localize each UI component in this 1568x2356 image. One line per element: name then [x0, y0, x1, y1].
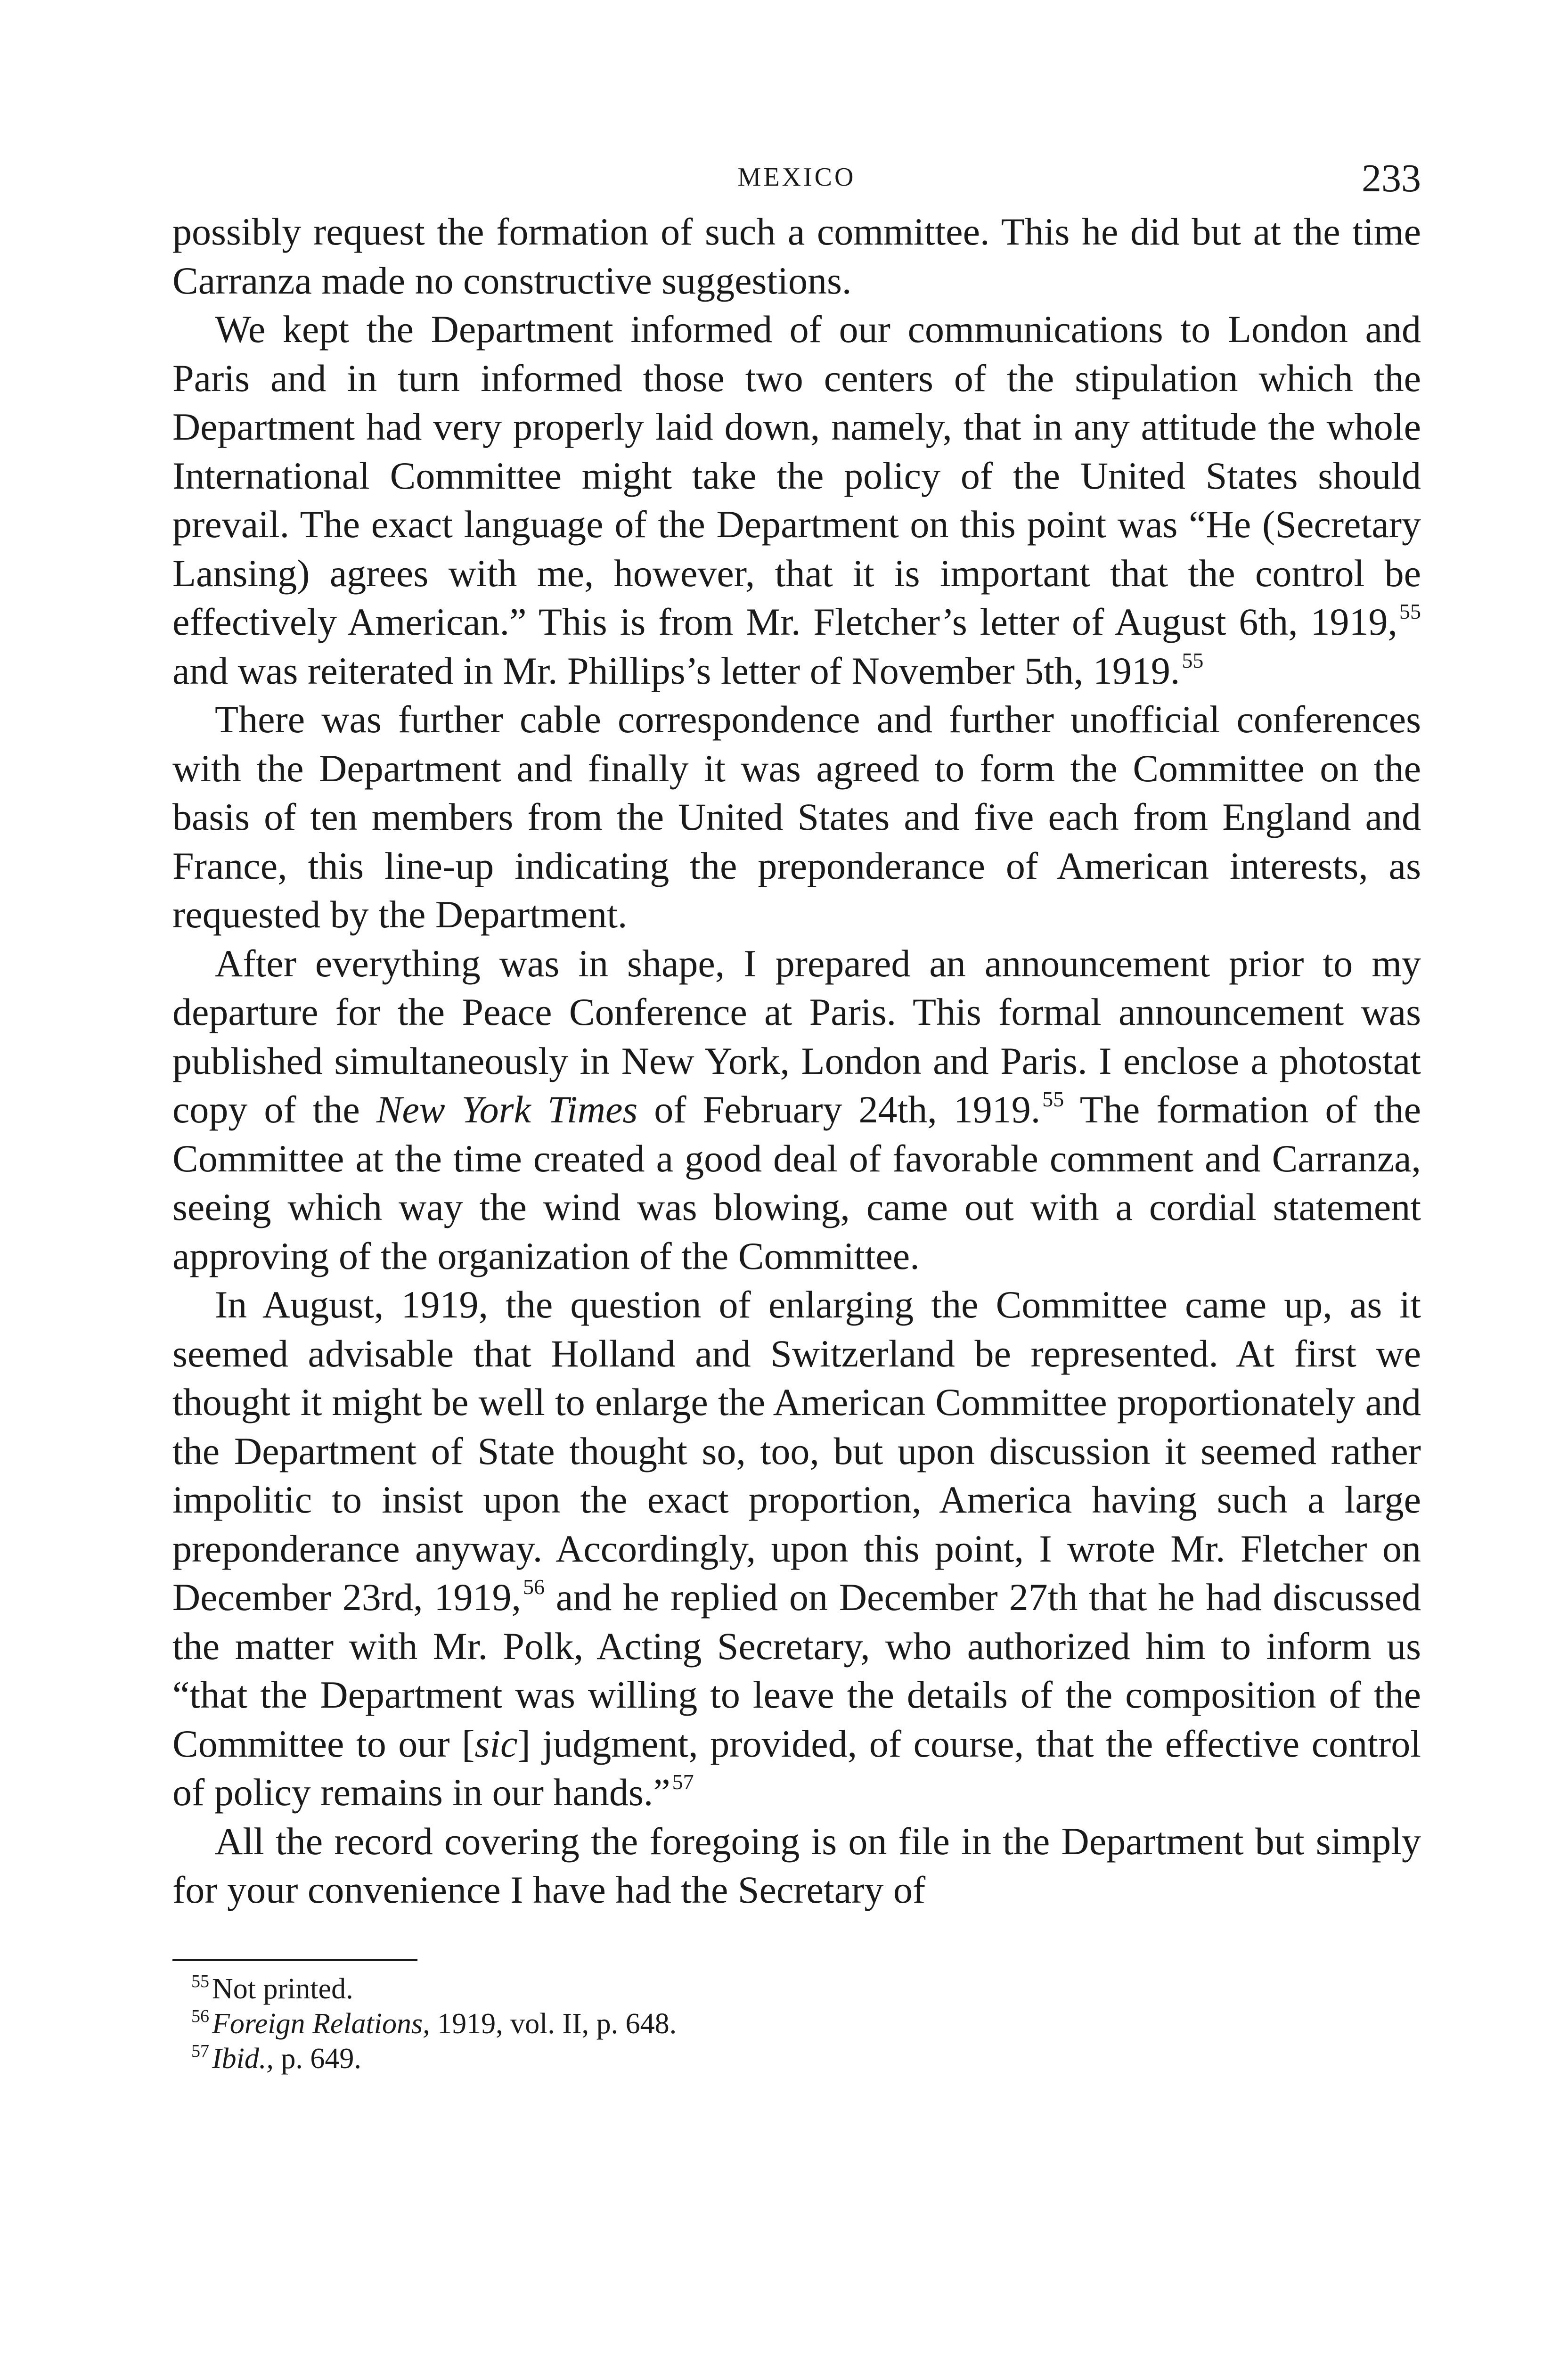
running-title: MEXICO	[737, 163, 856, 192]
text-run: and he replied on December 27th that he had discussed the matter with Mr. Polk, Acting Secretary, who authorized him to inform us “that the Department was willing to leave the details of the composition of the Committee to our [	[172, 1576, 1421, 1765]
page-number: 233	[1362, 156, 1421, 200]
book-page	[172, 155, 1421, 2076]
text-run: p. 649.	[273, 2042, 361, 2075]
footnote-number: 55	[191, 1971, 209, 1991]
body-paragraph	[172, 695, 1421, 939]
text-run: The formation of the Committee at the time created a good deal of favorable comment and Carranza, seeing which way the wind was blowing, came out with a cordial statement approving of the organization of the Committee.	[172, 1088, 1421, 1277]
text-run: After everything was in shape, I prepared an announcement prior to my departure for the Peace Conference at Paris. This formal announcement was published simultaneously in New York, London and Paris. I enclose a photostat copy of the	[172, 941, 1421, 1131]
text-run: possibly request the formation of such a committee. This he did but at the time Carranza made no constructive suggestions.	[172, 210, 1421, 302]
body-text	[172, 207, 1421, 1914]
footnote	[191, 2041, 1421, 2076]
italic-text: sic	[474, 1722, 518, 1765]
text-run: In August, 1919, the question of enlarging the Committee came up, as it seemed advisable that Holland and Switzerland be represented. At first we thought it might be well to enlarge the American Committee proportionately and the Department of State thought so, too, but upon discussion it seemed rather impolitic to insist upon the exact proportion, America having such a large preponderance anyway. Accordingly, upon this point, I wrote Mr. Fletcher on December 23rd, 1919,	[172, 1283, 1421, 1619]
text-run: We kept the Department informed of our communications to London and Paris and in turn informed those two centers of the stipulation which the Department had very properly laid down, namely, that in any attitude the whole International Committee might take the policy of the United States should prevail. The exact language of the Department on this point was “He (Secretary Lansing) agrees with me, however, that it is important that the control be effectively American.” This is from Mr. Fletcher’s letter of August 6th, 1919,	[172, 308, 1421, 643]
text-run: Not printed.	[212, 1972, 353, 2005]
italic-text: Ibid.,	[212, 2042, 274, 2075]
text-run: of February 24th, 1919.	[637, 1088, 1041, 1131]
text-run: All the record covering the foregoing is on file in the Department but simply for your convenience I have had the Secretary of	[172, 1819, 1421, 1911]
italic-text: Foreign Relations,	[212, 2007, 430, 2040]
footnote-number: 56	[191, 2006, 209, 2026]
body-paragraph	[172, 305, 1421, 695]
italic-text: New York Times	[376, 1088, 638, 1131]
text-run: and was reiterated in Mr. Phillips’s letter of November 5th, 1919.	[172, 649, 1180, 692]
footnote	[191, 1972, 1421, 2006]
footnote-number: 57	[191, 2041, 209, 2061]
footnote-reference: 55	[1042, 1087, 1064, 1111]
body-paragraph	[172, 1280, 1421, 1817]
footnotes	[172, 1972, 1421, 2076]
text-run: 1919, vol. II, p. 648.	[430, 2007, 677, 2040]
running-header	[172, 155, 1421, 207]
footnote-reference: 55	[1182, 648, 1204, 672]
body-paragraph	[172, 207, 1421, 305]
body-paragraph	[172, 939, 1421, 1281]
footnote-reference: 55	[1399, 599, 1421, 623]
footnote-divider	[172, 1959, 417, 1961]
footnote-reference: 56	[523, 1575, 545, 1599]
text-run: ] judgment, provided, of course, that the effective control of policy remains in our hands.”	[172, 1722, 1421, 1814]
footnote-reference: 57	[672, 1770, 694, 1794]
text-run: There was further cable correspondence and further unofficial conferences with the Department and finally it was agreed to form the Committee on the basis of ten members from the United States and five each from England and France, this line-up indicating the preponderance of American interests, as requested by the Department.	[172, 698, 1421, 936]
body-paragraph	[172, 1817, 1421, 1914]
footnote	[191, 2006, 1421, 2041]
